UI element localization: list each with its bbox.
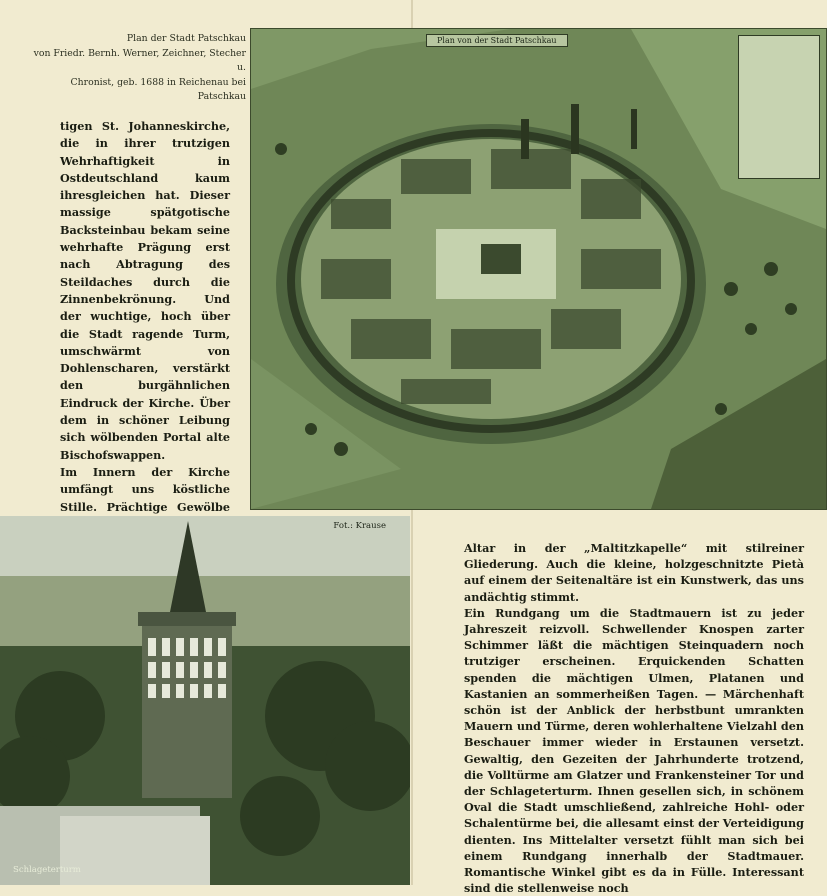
- map-caption-line-3: Chronist, geb. 1688 in Reichenau bei Patschkau: [70, 76, 246, 102]
- tower-photo-illustration: [0, 516, 410, 885]
- right-paragraph-2: Ein Rundgang um die Stadtmauern ist zu jeder Jahreszeit reizvoll. Schwellender Knospen zarter Schimmer läßt die mächtigen Steinquadern noch trutziger erscheinen. Erquickenden Schatten spenden die mächtigen Ulmen, Platanen und Kastanien an sommerheißen Tagen. — Märchenhaft schön ist der Anblick der herbstbunt umrankten Mauern und Türme, deren wohlerhaltene Vielzahl den Beschauer immer wieder in Erstaunen versetzt. Gewaltig, den Gezeiten der Jahrhunderte trotzend, die Volltürme am Glatzer und Frankensteiner Tor und der Schlageterturm. Ihnen gesellen sich, in schönem Oval die Stadt umschließend, zahlreiche Hohl- oder Schalentürme bei, die allesamt einst der Verteidigung dienten. Ins Mittelalter versetzt fühlt man sich bei einem Rundgang innerhalb der Stadtmauer. Romantische Winkel gibt es da in Fülle. Interessant sind die stellenweise noch: [464, 605, 804, 896]
- left-paragraph-2: Im Innern der Kirche umfängt uns köstliche Stille. Prächtige Gewölbe: [60, 464, 230, 514]
- right-column-text: [464, 540, 804, 896]
- historic-town-map: [250, 28, 827, 510]
- photo-caption: Schlageterturm: [13, 865, 81, 875]
- map-banner: Plan von der Stadt Patschkau: [426, 34, 568, 47]
- map-caption-line-1: Plan der Stadt Patschkau: [126, 33, 246, 44]
- map-legend: [738, 35, 820, 179]
- right-paragraph-1: Altar in der „Maltitzkapelle“ mit stilreiner Gliederung. Auch die kleine, holzgeschnitzte Pietà auf einem der Seitenaltäre ist ein Kunstwerk, das uns andächtig stimmt.: [464, 541, 804, 604]
- map-caption: [30, 32, 246, 105]
- left-paragraph-1: tigen St. Johanneskirche, die in ihrer trutzigen Wehrhaftigkeit in Ostdeutschland kaum ihresgleichen hat. Dieser massige spätgotische Backsteinbau bekam seine wehrhafte Prägung erst nach Abtragung des Steildaches durch die Zinnenbekrönung. Und der wuchtige, hoch über die Stadt ragende Turm, umschwärmt von Dohlenscharen, verstärkt den burgähnlichen Eindruck der Kirche. Über dem in schöner Leibung sich wölbenden Portal alte Bischofswappen.: [60, 119, 230, 462]
- tower-photo: [0, 516, 410, 885]
- map-caption-line-2: von Friedr. Bernh. Werner, Zeichner, Stecher u.: [33, 47, 246, 73]
- photo-credit: Fot.: Krause: [333, 521, 386, 531]
